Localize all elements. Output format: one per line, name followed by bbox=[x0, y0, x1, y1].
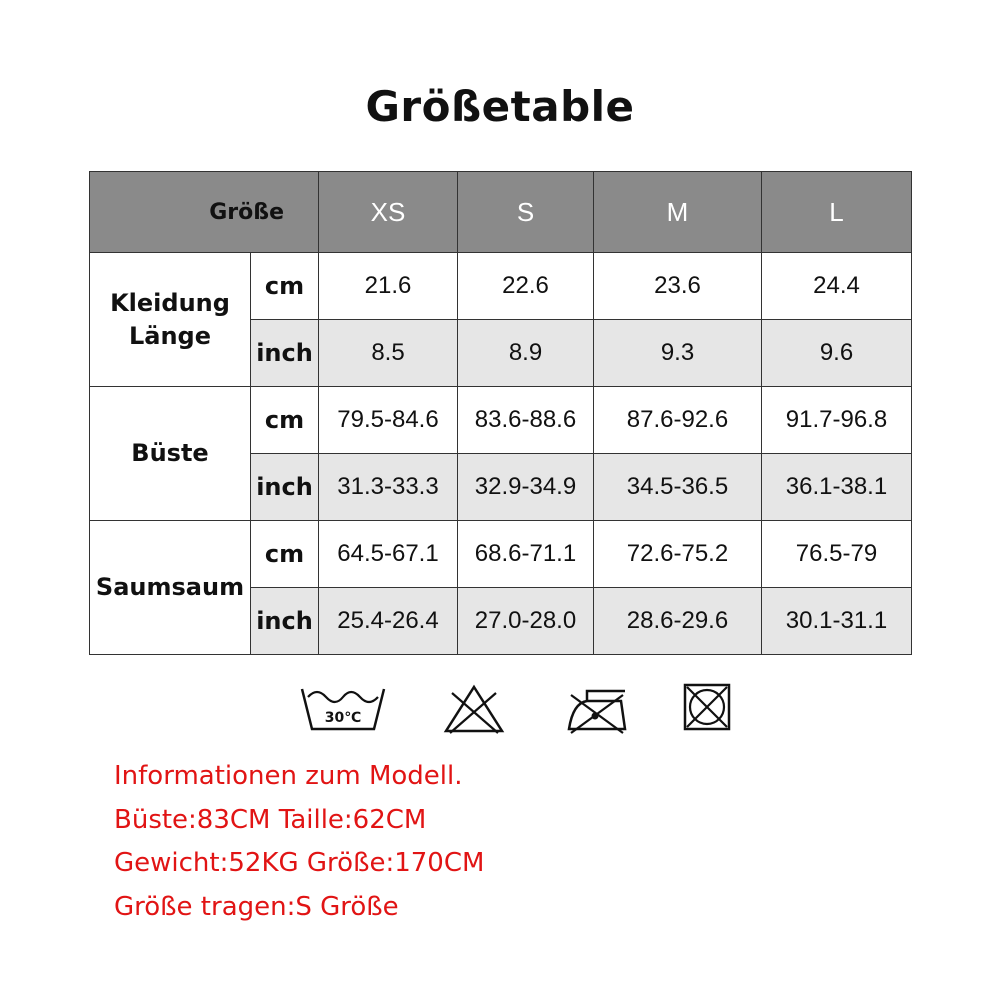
unit-label: inch bbox=[251, 454, 319, 521]
table-row bbox=[90, 387, 912, 454]
size-table bbox=[89, 171, 912, 655]
size-xs-header: XS bbox=[319, 172, 458, 253]
group-label-hem: Saumsaum bbox=[90, 521, 251, 655]
table-row bbox=[90, 521, 912, 588]
wash-30-icon bbox=[300, 683, 386, 738]
table-row bbox=[90, 253, 912, 320]
table-cell: 68.6-71.1 bbox=[458, 521, 594, 588]
table-cell: 27.0-28.0 bbox=[458, 588, 594, 655]
table-cell: 91.7-96.8 bbox=[762, 387, 912, 454]
model-info-line: Größe tragen:S Größe bbox=[114, 891, 399, 922]
table-cell: 23.6 bbox=[594, 253, 762, 320]
table-cell: 79.5-84.6 bbox=[319, 387, 458, 454]
size-m-header: M bbox=[594, 172, 762, 253]
table-cell: 83.6-88.6 bbox=[458, 387, 594, 454]
size-s-header: S bbox=[458, 172, 594, 253]
size-l-header: L bbox=[762, 172, 912, 253]
no-iron-icon bbox=[565, 683, 629, 740]
table-header-row bbox=[90, 172, 912, 253]
group-label-length bbox=[90, 253, 251, 387]
table-cell: 24.4 bbox=[762, 253, 912, 320]
group-label-line: Länge bbox=[128, 321, 212, 350]
table-cell: 34.5-36.5 bbox=[594, 454, 762, 521]
table-cell: 28.6-29.6 bbox=[594, 588, 762, 655]
group-label-bust: Büste bbox=[90, 387, 251, 521]
unit-label: cm bbox=[251, 521, 319, 588]
size-header-label: Größe bbox=[90, 172, 319, 253]
table-cell: 9.3 bbox=[594, 320, 762, 387]
wash-temp-label: 30℃ bbox=[324, 710, 362, 726]
group-label-line: Kleidung bbox=[110, 289, 230, 318]
model-info-line: Informationen zum Modell. bbox=[114, 761, 463, 791]
unit-label: inch bbox=[251, 320, 319, 387]
unit-label: cm bbox=[251, 253, 319, 320]
table-cell: 32.9-34.9 bbox=[458, 454, 594, 521]
table-cell: 9.6 bbox=[762, 320, 912, 387]
unit-label: inch bbox=[251, 588, 319, 655]
no-bleach-icon bbox=[442, 683, 506, 740]
table-cell: 25.4-26.4 bbox=[319, 588, 458, 655]
model-info-line: Gewicht:52KG Größe:170CM bbox=[114, 848, 485, 878]
table-cell: 76.5-79 bbox=[762, 521, 912, 588]
model-info-line: Büste:83CM Taille:62CM bbox=[114, 804, 427, 835]
table-cell: 36.1-38.1 bbox=[762, 454, 912, 521]
table-cell: 72.6-75.2 bbox=[594, 521, 762, 588]
table-cell: 22.6 bbox=[458, 253, 594, 320]
table-cell: 64.5-67.1 bbox=[319, 521, 458, 588]
table-cell: 31.3-33.3 bbox=[319, 454, 458, 521]
unit-label: cm bbox=[251, 387, 319, 454]
table-cell: 21.6 bbox=[319, 253, 458, 320]
table-cell: 8.9 bbox=[458, 320, 594, 387]
page-title: Größetable bbox=[365, 82, 635, 131]
model-info bbox=[114, 755, 484, 929]
no-tumble-dry-icon bbox=[683, 683, 731, 736]
table-cell: 8.5 bbox=[319, 320, 458, 387]
table-cell: 87.6-92.6 bbox=[594, 387, 762, 454]
table-cell: 30.1-31.1 bbox=[762, 588, 912, 655]
